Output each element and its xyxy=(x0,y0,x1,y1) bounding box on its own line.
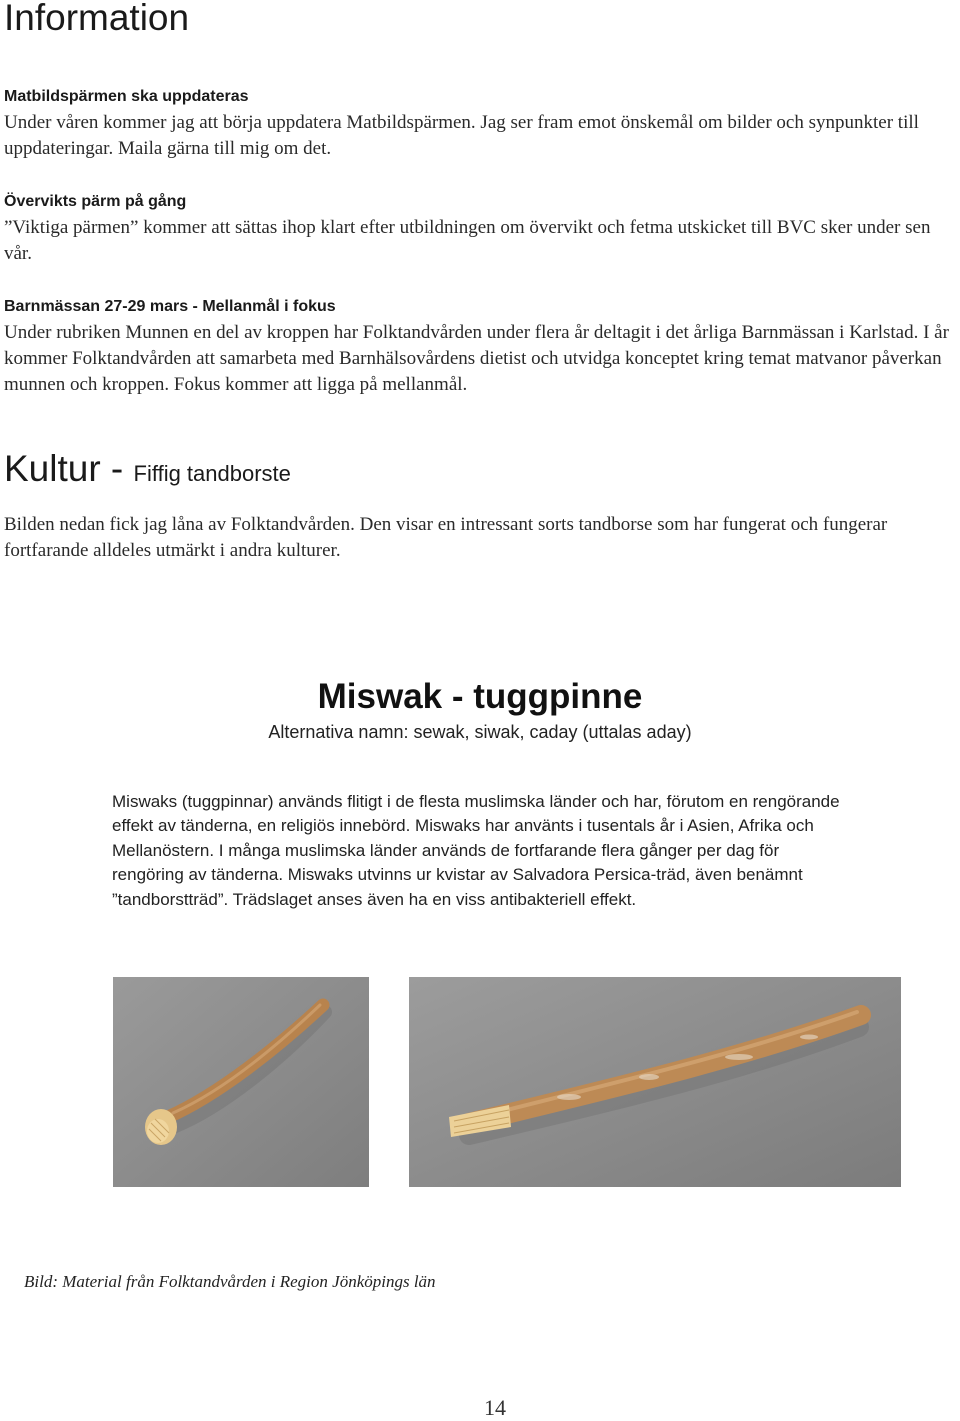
kultur-heading-sub: Fiffig tandborste xyxy=(133,461,291,486)
section-heading-overvikt: Övervikts pärm på gång xyxy=(4,193,187,210)
miswak-stick-illustration-right xyxy=(409,977,901,1187)
section-body-overvikt: ”Viktiga pärmen” kommer att sättas ihop klart efter utbildningen om övervikt och fetma utskicket till BVC sker under sen vår. xyxy=(4,217,931,264)
section-body-matbildsparmen: Under våren kommer jag att börja uppdatera Matbildspärmen. Jag ser fram emot önskemål om bilder och synpunkter till uppdateringar. Maila gärna till mig om det. xyxy=(4,112,919,159)
miswak-subtitle: Alternativa namn: sewak, siwak, caday (uttalas aday) xyxy=(268,722,692,742)
kultur-heading xyxy=(4,446,291,497)
miswak-photo-left xyxy=(113,977,369,1187)
section-heading-matbildsparmen: Matbildspärmen ska uppdateras xyxy=(4,88,249,105)
section-heading-barnmassan: Barnmässan 27-29 mars - Mellanmål i fokus xyxy=(4,298,336,315)
miswak-photo-right xyxy=(409,977,901,1187)
page-title: Information xyxy=(4,0,190,38)
miswak-title: Miswak - tuggpinne xyxy=(317,677,643,716)
image-caption: Bild: Material från Folktandvården i Region Jönköpings län xyxy=(24,1272,436,1291)
kultur-heading-main: Kultur - xyxy=(4,448,134,489)
page-number: 14 xyxy=(484,1395,506,1420)
miswak-description: Miswaks (tuggpinnar) används flitigt i de flesta muslimska länder och har, förutom en rengörande effekt av tänderna, en religiös innebörd. Miswaks har använts i tusentals år i Asien, Afrika och Mellanöstern. I många muslimska länder används de fortfarande flera gånger per dag för rengöring av tänderna. Miswaks utvinns ur kvistar av Salvadora Persica-träd, även benämnt ”tandborstträd”. Trädslaget anses även ha en viss antibakteriell effekt. xyxy=(112,792,840,909)
kultur-body: Bilden nedan fick jag låna av Folktandvården. Den visar en intressant sorts tandborse som har fungerat och fungerar fortfarande alldeles utmärkt i andra kulturer. xyxy=(4,514,888,561)
section-body-barnmassan: Under rubriken Munnen en del av kroppen har Folktandvården under flera år deltagit i det årliga Barnmässan i Karlstad. I år kommer Folktandvården att samarbeta med Barnhälsovårdens dietist och utvidga konceptet kring temat matvanor påverkan munnen och kroppen. Fokus kommer att ligga på mellanmål. xyxy=(4,322,949,395)
miswak-stick-illustration-left xyxy=(113,977,369,1187)
